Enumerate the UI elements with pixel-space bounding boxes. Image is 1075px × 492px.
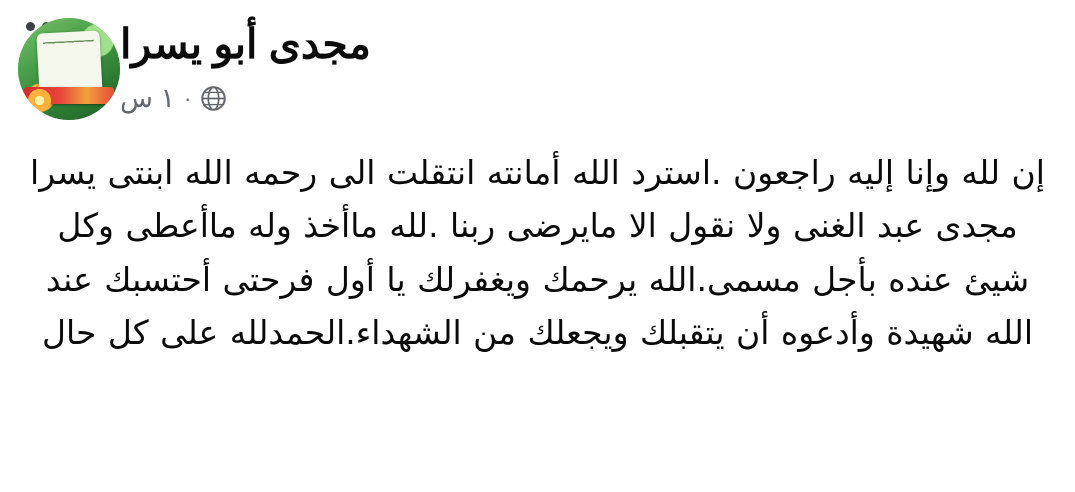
post-author-block <box>120 14 1057 114</box>
post-meta <box>120 83 227 114</box>
post-timestamp[interactable]: ١ س <box>120 83 175 114</box>
avatar-flower-graphic <box>26 87 53 114</box>
post-body <box>0 140 1075 360</box>
post-text: إن لله وإنا إليه راجعون .استرد الله أمانته انتقلت الى رحمه الله ابنتى يسرا مجدى عبد الغنى ولا نقول الا مايرضى ربنا .لله ماأخذ وله ماأعطى وكل شيئ عنده بأجل مسمى.الله يرحمك ويغفرلك يا أول فرحتى أحتسبك عند الله شهيدة وأدعوه أن يتقبلك ويجعلك من الشهداء.الحمدلله على كل حال <box>30 153 1045 353</box>
meta-separator: · <box>183 85 192 111</box>
post-header <box>0 0 1075 140</box>
avatar[interactable] <box>18 18 120 120</box>
author-name[interactable]: مجدى أبو يسرا <box>120 21 371 67</box>
globe-icon <box>200 85 227 112</box>
